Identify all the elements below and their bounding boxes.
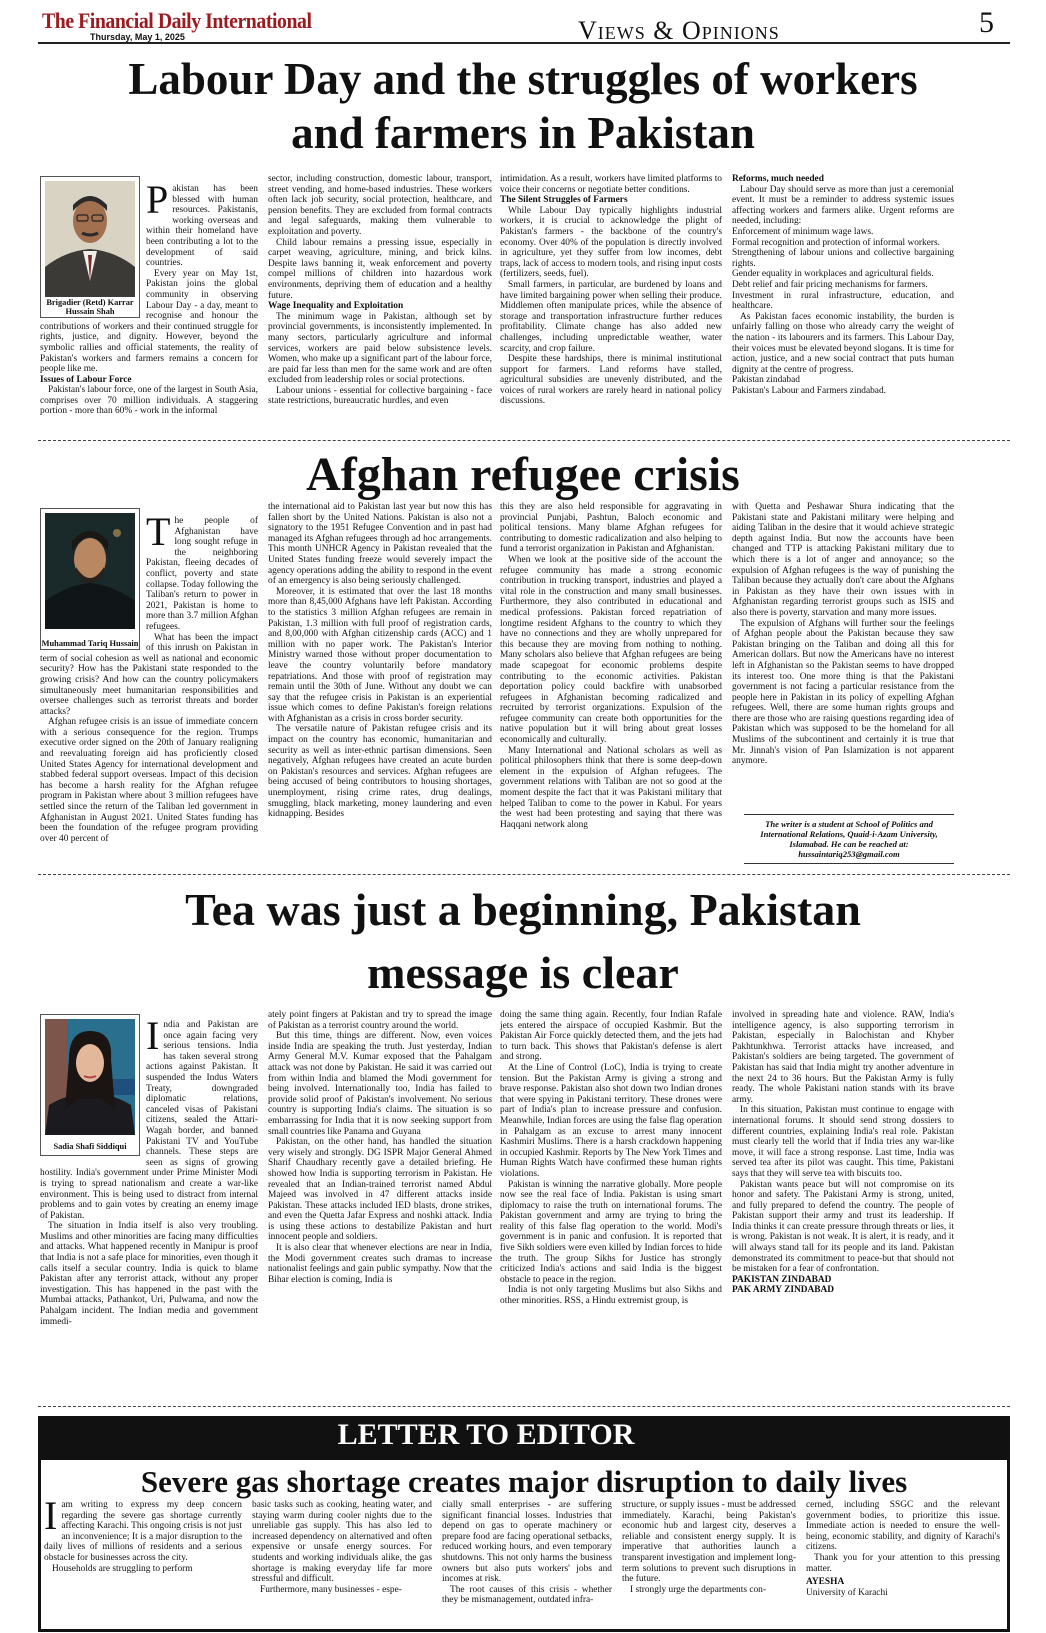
paragraph: Furthermore, many businesses - espe- xyxy=(260,1584,402,1595)
paragraph: intimidation. As a result, workers have limited platforms to voice their concerns or negotiate better conditions. xyxy=(500,174,722,195)
divider xyxy=(38,874,1010,875)
paragraph: As Pakistan faces economic instability, the burden is unfairly falling on those who already carry the weight of the nation - its labourers and its farmers. This Labour Day, their voices must be elevated beyond slogans. It is time for action, justice, and a new social contract that puts human dignity at the centre of progress. xyxy=(732,311,954,375)
article1-column-1 xyxy=(40,184,258,432)
article3-headline-line1: Tea was just a beginning, Pakistan xyxy=(185,884,861,935)
list-item: Gender equality in workplaces and agricultural fields. xyxy=(732,269,934,280)
letter-lead-paragraph: Iam writing to express my deep concern regarding the severe gas shortage currently affecting Karachi. This ongoing crisis is not just an inconvenience; It is a major disruption to the daily lives of millions of residents and a serious obstacle for businesses across the city. xyxy=(44,1500,242,1563)
paragraph: But this time, things are different. Now, even voices inside India are speaking the truth. Just yesterday, Indian Army General M.V. Kumar exposed that the Pahalgam attack was not done by Pakistan. He said it was carried out from within India and blamed the Modi government for being involved. Internationally too, India has failed to provide solid proof of Pakistan's involvement. No serious country is supporting India's claims. The situation is so embarrassing for India that it is now seeking support from small countries like Panama and Guyana xyxy=(268,1031,492,1137)
paragraph: Moreover, it is estimated that over the last 18 months more than 8,45,000 Afghans have left Pakistan. According to the statistics 3 million Afghan refugees are remain in Pakistan, 1.3 million with full proof of registration cards, and 8,00,000 with Afghan citizenship cards (ACC) and 1 million with no paper work. The Pakistan's Interior Ministry warned those without proper documentation to leave the country voluntarily before mandatory repatriations. And those with proof of registration may remain until the 30th of June. Without any doubt we can say that the refugee crisis in Pakistan is an experiential issue which comes to define Pakistan's foreign relations with Afghanistan as a crisis in cross border security. xyxy=(268,586,492,724)
letter-headline: Severe gas shortage creates major disruption to daily lives xyxy=(38,1460,1010,1504)
paragraph: India is not only targeting Muslims but also Sikhs and other minorities. RSS, a Hindu extremist group, is xyxy=(500,1285,722,1307)
article2-column-1 xyxy=(40,516,258,866)
article2-column-4 xyxy=(732,502,954,808)
closing-line: PAKISTAN ZINDABAD xyxy=(732,1274,832,1285)
paragraph: Labour unions - essential for collective bargaining - face state restrictions, bureaucratic hurdles, and even xyxy=(268,385,492,407)
paragraph: In this situation, Pakistan must continue to engage with international forums. It should send strong dossiers to different countries, explaining India's real role. Pakistan must clearly tell the world that if India tries any war-like move, it will face a strong response. Last time, India was served tea after its pilot was caught. This time, Pakistani says that they will serve tea with biscuits too. xyxy=(732,1105,954,1179)
article1-column-4 xyxy=(732,174,954,434)
subheading: Issues of Labour Force xyxy=(40,374,132,385)
letter-column-4 xyxy=(622,1500,796,1628)
closing-line: Pakistan zindabad xyxy=(732,375,800,386)
author-bio: The writer is a student at School of Politics and International Relations, Quaid-i-Azam University, Islamabad. He can be reached at: hussaintariq253@gmail.com xyxy=(744,814,954,864)
paragraph: involved in spreading hate and violence. RAW, India's intelligence agency, is also supporting terrorism in Pakistan, especially in Balochistan and Khyber Pakhtunkhwa. Terrorist attacks have increased, and Pakistan's soldiers are being targeted. The government of Pakistan has said that India might try another adventure in the next 24 to 36 hours. But the Pakistan Army is fully ready. The whole Pakistani nation stands with its brave army. xyxy=(732,1010,954,1105)
paragraph: The situation in India itself is also very troubling. Muslims and other minorities are facing many difficulties and attacks. What happened recently in Manipur is proof that India is not a safe place for minorities, even though it calls itself a secular country. India is quick to blame Pakistan after any terrorist attack, without any proper investigation. This has happened in the past with the Mumbai attacks, Pathankot, Uri, Pulwama, and now the Pahalgam incident. The Indian media and government immedi- xyxy=(40,1221,258,1327)
page-number: 5 xyxy=(979,6,994,39)
article1-lead-paragraph: Pakistan has been blessed with human resources. Pakistanis, working overseas and within their homeland have been contributing a lot to the development of said countries. xyxy=(146,184,258,269)
paragraph: Pakistan is winning the narrative globally. More people now see the real face of India. Pakistan is using smart diplomacy to raise the truth on international forums. The Pakistan government and army are trying to bring the reality of this false flag operation to the world. Modi's government is in panic and confusion. It is reported that five Sikh soldiers were even killed by Indian forces to hide the truth. The group Sikhs for Justice has strongly criticized India's actions and said India is the biggest obstacle to peace in the region. xyxy=(500,1179,722,1285)
paragraph: Every year on May 1st, Pakistan joins the global community in observing Labour Day - a day, meant to recognise and honour the contributions of workers and their continued struggle for rights, justice, and dignity. However, beyond the symbolic rallies and official statements, the reality of Pakistan's workers and farmers remains a concern for people like me. xyxy=(40,268,258,375)
article3-column-3 xyxy=(500,1010,722,1360)
closing-line: Pakistan's Labour and Farmers zindabad. xyxy=(732,385,886,396)
list-item: Enforcement of minimum wage laws. xyxy=(732,226,874,237)
author-caption: Muhammad Tariq Hussain xyxy=(41,639,139,648)
article2-lead-paragraph: The people of Afghanistan have long sought refuge in the neighboring Pakistan, fleeing decades of conflict, poverty and state collapse. Today following the Taliban's return to power in 2021, Pakistan is home to more than 3.7 million Afghan refugees. xyxy=(146,516,258,632)
paragraph: cerned, including SSGC and the relevant government bodies, to prioritize this issue. Immediate action is needed to ensure the well-being, economic stability, and dignity of Karachi's citizens. xyxy=(806,1500,1000,1553)
paragraph: The root causes of this crisis - whether they be mismanagement, outdated infra- xyxy=(442,1584,612,1606)
masthead xyxy=(38,6,1010,44)
letter-column-1 xyxy=(44,1500,242,1628)
list-item: Formal recognition and protection of informal workers. xyxy=(732,237,941,248)
list-item: Strengthening of labour unions and collective bargaining rights. xyxy=(732,248,954,269)
paragraph: When we look at the positive side of the account the refugee community has made a strong economic contribution in trucking transport, industries and played a vital role in the construction and many small businesses. Furthermore, they also contributed in educational and medical professions. Pakistan forced repatriation of longtime resident Afghans to the country to which they have no connections and they are wholly unprepared for this because they are moving from nothing to nothing. Many scholars also believe that Afghan refugees are being made scapegoat for economic problems despite contributing to the economic activities. Pakistan deportation policy could backfire with unabsorbed refugees in Afghanistan becoming radicalized and recruited by terrorist organizations. Expulsion of the refugee community can create both opportunities for the native population but it will bring about great losses economically and culturally. xyxy=(500,554,722,746)
letter-column-3 xyxy=(442,1500,612,1628)
paragraph: structure, or supply issues - must be addressed immediately. Karachi, being Pakistan's economic hub and largest city, deserves a reliable and consistent energy supply. It is imperative that authorities launch a transparent investigation and implement long-term solutions to prevent such disruptions in the future. xyxy=(622,1500,796,1585)
article1-headline-line1: Labour Day and the struggles of workers xyxy=(128,54,918,104)
article2-column-2 xyxy=(268,502,492,868)
paragraph: ately point fingers at Pakistan and try to spread the image of Pakistan as a terrorist country around the world. xyxy=(268,1010,492,1031)
article3-lead-paragraph: India and Pakistan are once again facing very serious tensions. India has taken several strong actions against Pakistan. It suspended the Indus Waters Treaty, downgraded diplomatic relations, canceled visas of Pakistani citizens, sealed the Attari-Wagah border, and banned Pakistani TV and YouTube channels. These steps are seen as signs of growing hostility. India's government under Prime Minister Modi is trying to spread nationalism and create a war-like environment. This is being used to distract from internal problems and to gain votes by creating an enemy image of Pakistan. xyxy=(40,1020,258,1221)
paragraph: sector, including construction, domestic labour, transport, street vending, and home-based industries. These workers often lack job security, social protection, healthcare, and pension benefits. They are excluded from formal contracts and legal safeguards, making them vulnerable to exploitation and poverty. xyxy=(268,174,492,237)
paragraph: Afghan refugee crisis is an issue of immediate concern with a serious consequence for the region. Trumps executive order signed on the 20th of January realigning and reevaluating foreign aid has proficiently closed United States Agency for international development and stabbed federal support overseas. Impact of this decision has become a harsh reality for the Afghan refugee program in Pakistan where about 3 million refugees have settled since the return of the Taliban led government in Afghanistan in August 2021. United States funding has been the foundation of the refugee program providing over 40 percent of xyxy=(40,717,258,844)
section-title: Views & Opinions xyxy=(578,16,780,45)
article1-headline xyxy=(0,52,1046,160)
article1-headline-line2: and farmers in Pakistan xyxy=(291,108,755,158)
paragraph: cially small enterprises - are suffering significant financial losses. Industries that depend on gas to operate machinery or prepare food are facing operational setbacks, reduced working hours, and even temporary shutdowns. This not only harms the business owners but also puts workers' jobs and incomes at risk. xyxy=(442,1500,612,1585)
paragraph: While Labour Day typically highlights industrial workers, it is crucial to acknowledge the plight of Pakistan's farmers - the backbone of the country's economy. Over 40% of the population is directly involved in agriculture, yet they suffer from low incomes, debt traps, lack of access to modern tools, and rising input costs (fertilizers, seeds, fuel). xyxy=(500,205,722,280)
paper-name: The Financial Daily International xyxy=(42,8,312,33)
dropcap: I xyxy=(146,1020,160,1058)
paragraph: basic tasks such as cooking, heating water, and staying warm during cooler nights due to the unreliable gas supply. This has also led to increased dependency on alternatived and often expensive or unsafe energy sources. For students and working individuals alike, the gas shortage is making everyday life far more stressful and difficult. xyxy=(252,1500,432,1585)
list-item: Debt relief and fair pricing mechanisms for farmers. xyxy=(732,279,928,290)
paragraph: The expulsion of Afghans will further sour the feelings of Afghan people about the Pakistan because they saw Pakistan bringing on the Taliban and doing all this for American dollars. But now the Americans have no interest left in Afghanistan so the Pakistan seems to have dropped its interest too. One more thing is that the Pakistani government is not facing a particular resistance from the people here in Pakistan in its policy of expelling Afghan refugees. Well, there are some human rights groups and there are those who are raising questions regarding idea of Pakistan which was supposed to be the homeland for all Muslims of the subcontinent and certainly it is true that Mr. Jinnah's vision of Pan Islamization is not apparent anymore. xyxy=(732,618,954,767)
paragraph: Thank you for your attention to this pressing matter. xyxy=(806,1552,1000,1574)
dropcap: T xyxy=(146,516,171,554)
article3-column-1 xyxy=(40,1020,258,1358)
paragraph: doing the same thing again. Recently, four Indian Rafale jets entered the airspace of occupied Kashmir. But the Pakistan Air Force quickly detected them, and the jets had to turn back. This shows that Pakistan's defense is alert and strong. xyxy=(500,1010,722,1063)
closing-line: PAK ARMY ZINDABAD xyxy=(732,1285,835,1296)
paragraph: Labour Day should serve as more than just a ceremonial event. It must be a reminder to address systemic issues affecting workers and farmers alike. Urgent reforms are needed, including: xyxy=(732,184,954,227)
dropcap: P xyxy=(146,184,169,222)
paragraph: with Quetta and Peshawar Shura indicating that the Pakistani state and Pakistani military were helping and aiding Taliban in the desire that it would achieve strategic depth against India. But now the accounts have been changed and TTP is attacking Pakistani military due to which there is a lot of anger and annoyance; so the expulsion of Afghan refugees is the way of punishing the Taliban because they actually don't care about the Afghans in Pakistan as they have their own issues with in Afghanistan regarding terrorist groups such as ISIS and also there is poverty, starvation and many more issues. xyxy=(732,502,954,618)
article3-headline xyxy=(0,878,1046,1004)
letter-banner-title: LETTER TO EDITOR xyxy=(337,1418,635,1451)
article2-headline: Afghan refugee crisis xyxy=(306,448,740,501)
paragraph: the international aid to Pakistan last year but now this has fallen short by the United Nations. Pakistan is also not a signatory to the 1951 Refugee Convention and in past had managed its Afghan refugees through ad hoc arrangements. This month UNHCR Agency in Pakistan revealed that the United States funding freeze would severely impact the agency operations adding the ability to respond in the event of an emergency is also being seriously challenged. xyxy=(268,502,492,587)
paragraph: Pakistan's labour force, one of the largest in South Asia, comprises over 70 million individuals. A staggering portion - more than 60% - work in the informal xyxy=(40,385,258,417)
paragraph: Many International and National scholars as well as political philosophers think that there is some deep-down element in the expulsion of Afghan refugees. The government relations with Taliban are not so good at the moment despite the fact that it was Pakistani military that helped Taliban to come to the power in Kabul. For years the west had been protesting and saying that there was Haqqani network along xyxy=(500,745,722,830)
subheading: Reforms, much needed xyxy=(732,174,824,184)
article3-headline-line2: message is clear xyxy=(367,947,679,998)
affiliation: University of Karachi xyxy=(806,1587,888,1598)
letter-column-5 xyxy=(806,1500,1000,1628)
author-caption: Sadia Shafi Siddiqui xyxy=(53,1142,127,1151)
paragraph: Pakistan wants peace but will not compromise on its honor and safety. The Pakistani Army is strong, united, and fully prepared to defend the country. The people of Pakistan support their army and trust its leadership. If India thinks it can create pressure through threats or lies, it is wrong. Pakistan is not weak. It is alert, it is ready, and it will always stand tall for its people and its land. Pakistan demonstrated its commitment to peace-but that should not be mistaken for a fear of confrontation. xyxy=(732,1179,954,1275)
paragraph: The minimum wage in Pakistan, although set by provincial governments, is inconsistently implemented. In many sectors, particularly agriculture and informal services, workers are paid below subsistence levels. Women, who make up a significant part of the labour force, are paid far less than men for the same work and are often excluded from leadership roles or social protections. xyxy=(268,311,492,386)
paragraph: this they are also held responsible for aggravating in provincial Punjabi, Pashtun, Baloch economic and political tensions. Many blame Afghan refugees for contributing to domestic radicalization and also helping to fund a terrorist organization in Pakistan and Afghanistan. xyxy=(500,502,722,555)
author-caption: Brigadier (Retd) Karrar Hussain Shah xyxy=(46,298,134,316)
paragraph: It is also clear that whenever elections are near in India, the Modi government creates such dramas to increase nationalist feelings and gain public sympathy. Now that the Bihar election is coming, India is xyxy=(268,1243,492,1285)
paragraph: Child labour remains a pressing issue, especially in carpet weaving, agriculture, mining, and brick kilns. Despite laws banning it, weak enforcement and poverty compel millions of children into hazardous work environments, depriving them of education and a healthy future. xyxy=(268,237,492,301)
paragraph: I strongly urge the departments con- xyxy=(630,1584,766,1595)
article2-column-3 xyxy=(500,502,722,868)
list-item: Investment in rural infrastructure, education, and healthcare. xyxy=(732,290,954,312)
paragraph: Households are struggling to perform xyxy=(52,1563,193,1574)
article3-column-2 xyxy=(268,1010,492,1360)
paragraph: Despite these hardships, there is minimal institutional support for farmers. Land reforms have stalled, agricultural subsidies are unevenly distributed, and the voices of rural workers are rarely heard in national policy discussions. xyxy=(500,354,722,407)
paragraph: What has been the impact of this inrush on Pakistan in term of social cohesion as well as national and economic security? How has the Pakistani state responded to the growing crisis? And how can the country policymakers simultaneously meet humanitarian responsibilities and oversee challenges such as terrorist threats and border attacks? xyxy=(40,632,258,717)
divider xyxy=(38,440,1010,441)
divider xyxy=(38,1406,1010,1407)
paragraph: Pakistan, on the other hand, has handled the situation very wisely and strongly. DG ISPR Major General Ahmed Sharif Chaudhary recently gave a detailed briefing. He showed how India is supporting terrorism in Pakistan. He revealed that an Indian-trained terrorist named Abdul Majeed was involved in 47 different attacks inside Pakistan. These attacks included IED blasts, drone strikes, and even the Quetta Jafar Express and noshki attack. India is using these actions to destabilize Pakistan and hurt innocent people and soldiers. xyxy=(268,1137,492,1243)
paragraph: Small farmers, in particular, are burdened by loans and have limited bargaining power when selling their produce. Middlemen often manipulate prices, while the absence of storage and transportation infrastructure further reduces profitability. Climate change has also added new challenges, including unpredictable weather, water scarcity, and crop failure. xyxy=(500,279,722,354)
dropcap: I xyxy=(44,1500,58,1538)
letter-column-2 xyxy=(252,1500,432,1628)
article1-column-3 xyxy=(500,174,722,434)
paragraph: The versatile nature of Pakistan refugee crisis and its impact on the country has economic, humanitarian and security as well as inter-ethnic partisan dimensions. Seen negatively, Afghan refugees have created an acute burden on Pakistan's resources and services. Afghan refugees are being accused of being contributors to housing shortages, unemployment, rising crime rates, drug dealings, smuggling, black marketing, money laundering and even kidnapping. Besides xyxy=(268,724,492,820)
article1-column-2 xyxy=(268,174,492,434)
subheading: Wage Inequality and Exploitation xyxy=(268,301,404,312)
paragraph: At the Line of Control (LoC), India is trying to create tension. But the Pakistan Army is giving a strong and brave response. Pakistan also shot down two Indian drones that were spying in Pakistani territory. These drones were part of India's plan to increase pressure and confusion. Meanwhile, Indian forces are using the false flag operation in Pahalgam as an excuse to arrest many innocent Kashmiri Muslims. There is a harsh crackdown happening in occupied Kashmir. Reports by The New York Times and Human Rights Watch have confirmed these human rights violations. xyxy=(500,1062,722,1179)
signature: AYESHA xyxy=(806,1577,845,1588)
issue-date: Thursday, May 1, 2025 xyxy=(90,32,185,42)
subheading: The Silent Struggles of Farmers xyxy=(500,195,628,206)
article3-column-4 xyxy=(732,1010,954,1360)
